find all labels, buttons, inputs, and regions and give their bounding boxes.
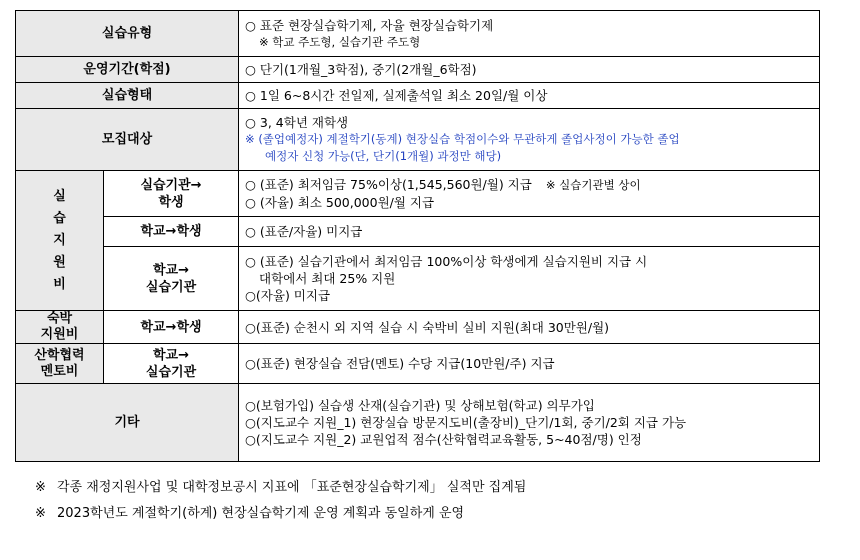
etc-line3: ○(지도교수 지원_2) 교원업적 점수(산학협력교육활동, 5~40점/명) 인정 — [245, 432, 642, 447]
row-form — [16, 83, 820, 109]
mentor-line1: ○(표준) 현장실습 전담(멘토) 수당 지급(10만원/주) 지급 — [245, 356, 555, 371]
lodging-line1: ○(표준) 순천시 외 지역 실습 시 숙박비 실비 지원(최대 30만원/월) — [245, 319, 610, 335]
form-line: ○ 1일 6~8시간 전일제, 실제출석일 최소 20일/월 이상 — [245, 88, 548, 103]
target-note — [245, 131, 813, 148]
sublabel-inst-to-student-2: 학생 — [158, 194, 184, 210]
target-note-line1: (졸업예정자) 계절학기(동계) 현장실습 학점이수와 무관하게 졸업사정이 가능한 졸업 — [258, 132, 680, 146]
target-line: ○ 3, 4학년 재학생 — [245, 115, 349, 130]
document — [15, 10, 819, 527]
support-char-1: 실 — [53, 188, 66, 204]
target-note-mark: ※ — [245, 132, 255, 146]
inst-to-student-line2: ○ (자율) 최소 500,000원/월 지급 — [245, 195, 435, 210]
sublabel-school-to-inst-1: 학교→ — [153, 262, 190, 278]
footer-notes — [15, 475, 819, 527]
footer-note-1 — [15, 475, 819, 501]
sublabel-lodging: 학교→학생 — [104, 311, 239, 344]
program-table — [15, 10, 820, 462]
row-mentor — [16, 344, 820, 384]
content-inst-to-student — [239, 171, 820, 217]
content-target — [239, 109, 820, 171]
school-to-student-line1: ○ (표준/자율) 미지급 — [245, 224, 363, 239]
footer-note-2 — [15, 501, 819, 527]
sublabel-mentor-1: 학교→ — [153, 347, 190, 363]
label-lodging-2: 지원비 — [40, 327, 79, 342]
label-period: 운영기간(학점) — [16, 57, 239, 83]
support-char-2: 습 — [53, 210, 66, 226]
label-target: 모집대상 — [16, 109, 239, 171]
content-etc — [239, 384, 820, 462]
inst-to-student-note: ※ 실습기관별 상이 — [545, 178, 641, 192]
row-support-inst-student — [16, 171, 820, 217]
sublabel-mentor — [104, 344, 239, 384]
sublabel-inst-to-student — [104, 171, 239, 217]
inst-to-student-standard: ○ (표준) 최저임금 75%이상(1,545,560원/월) 지급 — [245, 177, 532, 192]
label-etc: 기타 — [16, 384, 239, 462]
label-mentor — [16, 344, 104, 384]
row-support-school-student — [16, 217, 820, 247]
school-to-inst-line2: 대학에서 최대 25% 지원 — [259, 271, 396, 286]
row-target — [16, 109, 820, 171]
sublabel-mentor-2: 실습기관 — [145, 364, 197, 380]
label-form: 실습형태 — [16, 83, 239, 109]
content-mentor — [239, 344, 820, 384]
row-etc — [16, 384, 820, 462]
content-period — [239, 57, 820, 83]
target-note-line2: 예정자 신청 가능(단, 단기(1개월) 과정만 해당) — [265, 149, 502, 163]
school-to-inst-line1: ○ (표준) 실습기관에서 최저임금 100%이상 학생에게 실습지원비 지급 시 — [245, 254, 648, 269]
support-char-5: 비 — [53, 276, 66, 292]
row-practice-type — [16, 11, 820, 57]
label-lodging — [16, 311, 104, 344]
content-form — [239, 83, 820, 109]
label-mentor-2: 멘토비 — [40, 363, 79, 379]
period-line: ○ 단기(1개월_3학점), 중기(2개월_6학점) — [245, 62, 477, 77]
sublabel-school-to-student: 학교→학생 — [104, 217, 239, 247]
label-lodging-1: 숙박 — [46, 311, 73, 326]
footer-note-1-mark: ※ — [35, 480, 46, 495]
footer-note-2-mark: ※ — [35, 506, 46, 521]
inst-to-student-line1 — [245, 176, 813, 194]
label-support — [16, 171, 104, 311]
row-lodging — [16, 311, 820, 344]
practice-type-line: ○ 표준 현장실습학기제, 자율 현장실습학기제 — [245, 17, 494, 33]
etc-line2: ○(지도교수 지원_1) 현장실습 방문지도비(출장비)_단기/1회, 중기/2회 지급 가능 — [245, 415, 687, 430]
content-lodging — [239, 311, 820, 344]
label-mentor-1: 산학협력 — [34, 347, 85, 363]
sublabel-inst-to-student-1: 실습기관→ — [140, 177, 202, 193]
school-to-inst-line3: ○(자율) 미지급 — [245, 288, 331, 303]
footer-note-1-text: 각종 재정지원사업 및 대학정보공시 지표에 「표준현장실습학기제」 실적만 집계됨 — [57, 480, 527, 495]
row-period — [16, 57, 820, 83]
content-school-to-student — [239, 217, 820, 247]
practice-type-note: ※ 학교 주도형, 실습기관 주도형 — [259, 34, 421, 49]
support-char-4: 원 — [53, 254, 66, 270]
label-practice-type: 실습유형 — [16, 11, 239, 57]
content-practice-type — [239, 11, 820, 57]
etc-line1: ○(보험가입) 실습생 산재(실습기관) 및 상해보험(학교) 의무가입 — [245, 398, 595, 413]
sublabel-school-to-inst-2: 실습기관 — [145, 279, 197, 295]
support-char-3: 지 — [53, 232, 66, 248]
content-school-to-inst — [239, 247, 820, 311]
row-support-school-inst — [16, 247, 820, 311]
sublabel-school-to-inst — [104, 247, 239, 311]
footer-note-2-text: 2023학년도 계절학기(하계) 현장실습학기제 운영 계획과 동일하게 운영 — [57, 506, 465, 521]
